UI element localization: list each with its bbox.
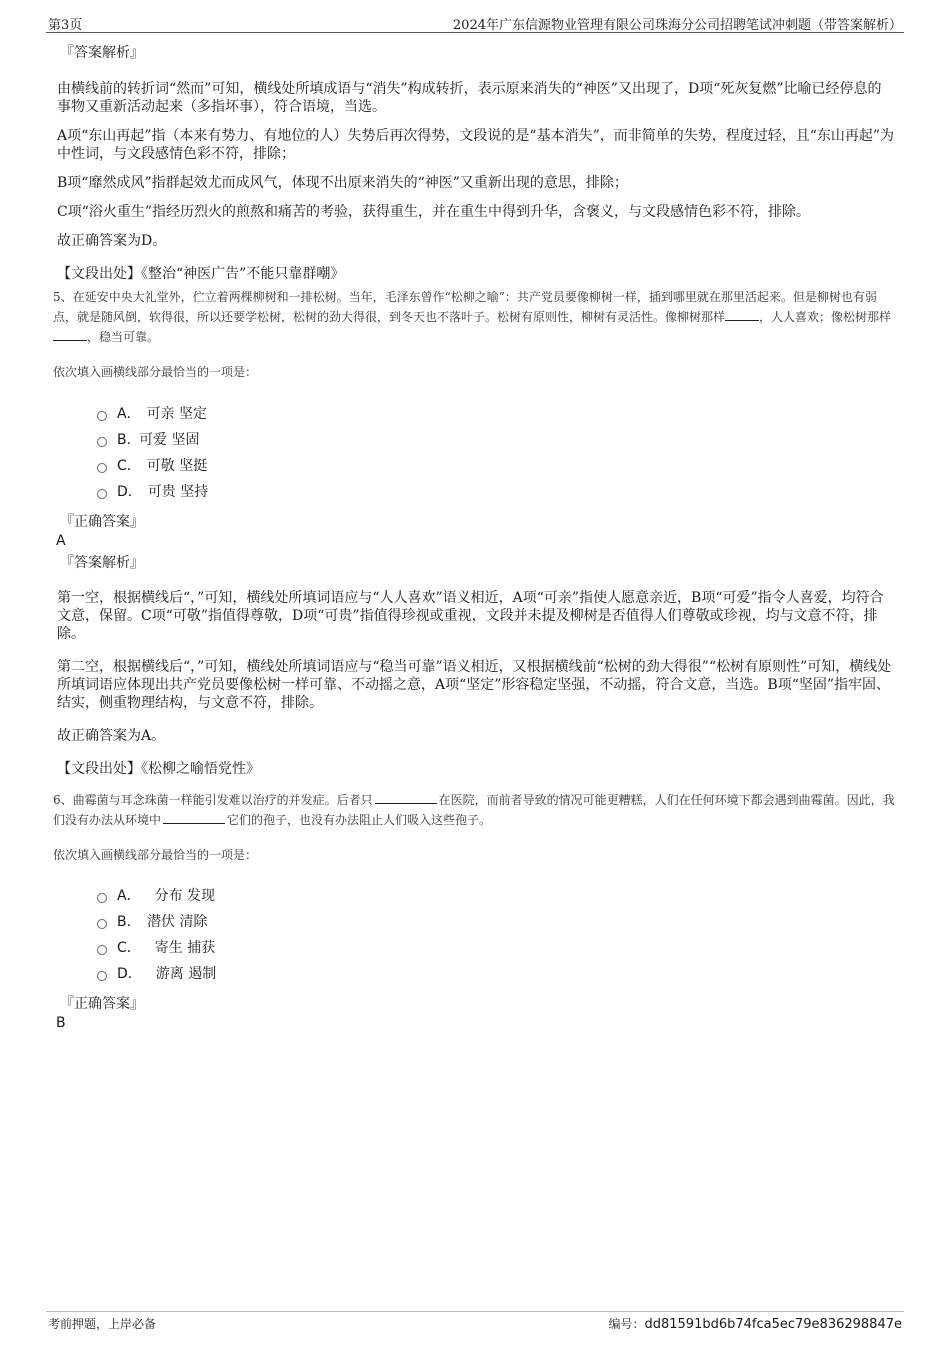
option-text: 游离 遏制 xyxy=(155,966,217,982)
radio-icon[interactable] xyxy=(97,463,107,473)
page-footer xyxy=(46,1311,904,1332)
question-prompt: 依次填入画横线部分最恰当的一项是： xyxy=(53,365,258,379)
option-text: 可贵 坚持 xyxy=(147,484,209,500)
option-text: 分布 发现 xyxy=(154,888,216,904)
option-letter: C． xyxy=(117,458,141,474)
option-c[interactable] xyxy=(97,939,895,957)
document-code xyxy=(608,1315,902,1332)
option-letter: D． xyxy=(117,484,142,500)
option-a[interactable] xyxy=(97,887,895,905)
analysis-label: 『答案解析』 xyxy=(60,555,144,571)
option-letter: D． xyxy=(117,966,142,982)
analysis-paragraph: A项“东山再起”指（本来有势力、有地位的人）失势后再次得势，文段说的是“基本消失”，而非简单的失势，程度过轻，且“东山再起”为中性词，与文段感情色彩不符，排除； xyxy=(57,128,895,162)
stem-text: 6、曲霉菌与耳念珠菌一样能引发难以治疗的并发症。后者只 xyxy=(53,793,373,807)
document-title: 2024年广东信源物业管理有限公司珠海分公司招聘笔试冲刺题（带答案解析） xyxy=(452,18,902,33)
source-citation: 【文段出处】《松柳之喻悟党性》 xyxy=(57,761,260,777)
answer-blank xyxy=(725,307,759,321)
question-stem xyxy=(53,288,895,347)
stem-text: 5、在延安中央大礼堂外，伫立着两棵柳树和一排松树。当年，毛泽东曾作“松柳之喻”：共产党员要像柳树一样，插到哪里就在那里活起来。但是柳树也有弱点，就是随风倒，软得很，所以还要学松树，松树的劲大得很，到冬天也不落叶子。松树有原则性，柳树有灵活性。像柳树那 xyxy=(53,290,877,324)
stem-text: ，人人喜欢；像松树那样 xyxy=(759,310,892,324)
option-c[interactable] xyxy=(97,457,895,475)
answer-blank xyxy=(53,327,87,341)
page-header xyxy=(46,14,904,33)
stem-text: 样 xyxy=(713,310,726,324)
option-d[interactable] xyxy=(97,965,895,983)
option-text: 可敬 坚挺 xyxy=(146,458,208,474)
option-letter: B. xyxy=(117,914,132,930)
stem-text: 在医院，而前者导致的情况可能更糟糕，人们在任何环境下都会遇到曲 xyxy=(438,793,811,807)
answer-blank xyxy=(375,790,437,804)
analysis-label: 『答案解析』 xyxy=(60,45,144,61)
option-text: 可亲 坚定 xyxy=(146,406,208,422)
question-stem xyxy=(53,790,895,830)
option-a[interactable] xyxy=(97,405,895,423)
radio-icon[interactable] xyxy=(97,893,107,903)
option-letter: B. xyxy=(117,432,132,448)
radio-icon[interactable] xyxy=(97,919,107,929)
page-content xyxy=(53,44,895,1032)
correct-answer: A xyxy=(56,533,66,549)
analysis-paragraph: C项“浴火重生”指经历烈火的煎熬和痛苦的考验，获得重生，并在重生中得到升华，含褒义，与文段感情色彩不符，排除。 xyxy=(57,204,811,220)
option-letter: A． xyxy=(117,406,141,422)
analysis-paragraph: B项“靡然成风”指群起效尤而成风气，体现不出原来消失的“神医”又重新出现的意思，排除； xyxy=(57,175,628,191)
options-list xyxy=(57,405,895,501)
options-list xyxy=(57,887,895,983)
correct-answer: B xyxy=(56,1015,66,1031)
stem-text: 它们的孢子，也没有办法阻止人们吸入这些孢子。 xyxy=(227,813,492,827)
radio-icon[interactable] xyxy=(97,945,107,955)
option-letter: A． xyxy=(117,888,141,904)
option-b[interactable] xyxy=(97,431,895,449)
radio-icon[interactable] xyxy=(97,437,107,447)
code-label: 编号： xyxy=(608,1317,645,1331)
option-text: 可爱 坚固 xyxy=(139,432,200,448)
option-letter: C． xyxy=(117,940,141,956)
option-d[interactable] xyxy=(97,483,895,501)
option-b[interactable] xyxy=(97,913,895,931)
question-5 xyxy=(53,288,895,382)
option-text: 寄生 捕获 xyxy=(154,940,216,956)
radio-icon[interactable] xyxy=(97,411,107,421)
analysis-paragraph: 由横线前的转折词“然而”可知，横线处所填成语与“消失”构成转折，表示原来消失的“神医”又出现了，D项“死灰复燃”比喻已经停息的事物又重新活动起来（多指坏事），符合语境，当选。 xyxy=(57,81,882,115)
stem-text: 霉菌。因此，我们没有办法从环境中 xyxy=(53,793,895,827)
source-citation: 【文段出处】《整治“神医广告”不能只靠群嘲》 xyxy=(57,266,345,282)
page-number: 第3页 xyxy=(48,18,83,33)
question-6 xyxy=(53,790,895,865)
correct-answer-label: 『正确答案』 xyxy=(60,996,144,1012)
radio-icon[interactable] xyxy=(97,971,107,981)
analysis-conclusion: 故正确答案为A。 xyxy=(57,728,166,744)
stem-text: ，稳当可靠。 xyxy=(87,330,160,344)
analysis-paragraph: 第二空，根据横线后“，”可知，横线处所填词语应与“稳当可靠”语义相近，又根据横线前“松树的劲大得很”“松树有原则性”可知，横线处所填词语应体现出共产党员要像松树一样可靠、不动摇之意，A项“坚定”形容稳定坚强，不动摇，符合文意，当选。B项“坚固”指牢固、结实，侧重物理结构，与文意不符，排除。 xyxy=(57,659,892,711)
option-text: 潜伏 清除 xyxy=(147,914,208,930)
analysis-conclusion: 故正确答案为D。 xyxy=(57,233,167,249)
question-prompt: 依次填入画横线部分最恰当的一项是： xyxy=(53,848,258,862)
radio-icon[interactable] xyxy=(97,489,107,499)
correct-answer-label: 『正确答案』 xyxy=(60,514,144,530)
answer-blank xyxy=(163,810,225,824)
analysis-paragraph: 第一空，根据横线后“，”可知，横线处所填词语应与“人人喜欢”语义相近，A项“可亲”指使人愿意亲近，B项“可爱”指令人喜爱，均符合文意，保留。C项“可敬”指值得尊敬，D项“可贵”指值得珍视或重视，文段并未提及柳树是否值得人们尊敬或珍视，均与文意不符，排除。 xyxy=(57,590,884,642)
code-value: dd81591bd6b74fca5ec79e836298847e xyxy=(644,1317,902,1332)
footer-slogan: 考前押题，上岸必备 xyxy=(48,1317,157,1331)
